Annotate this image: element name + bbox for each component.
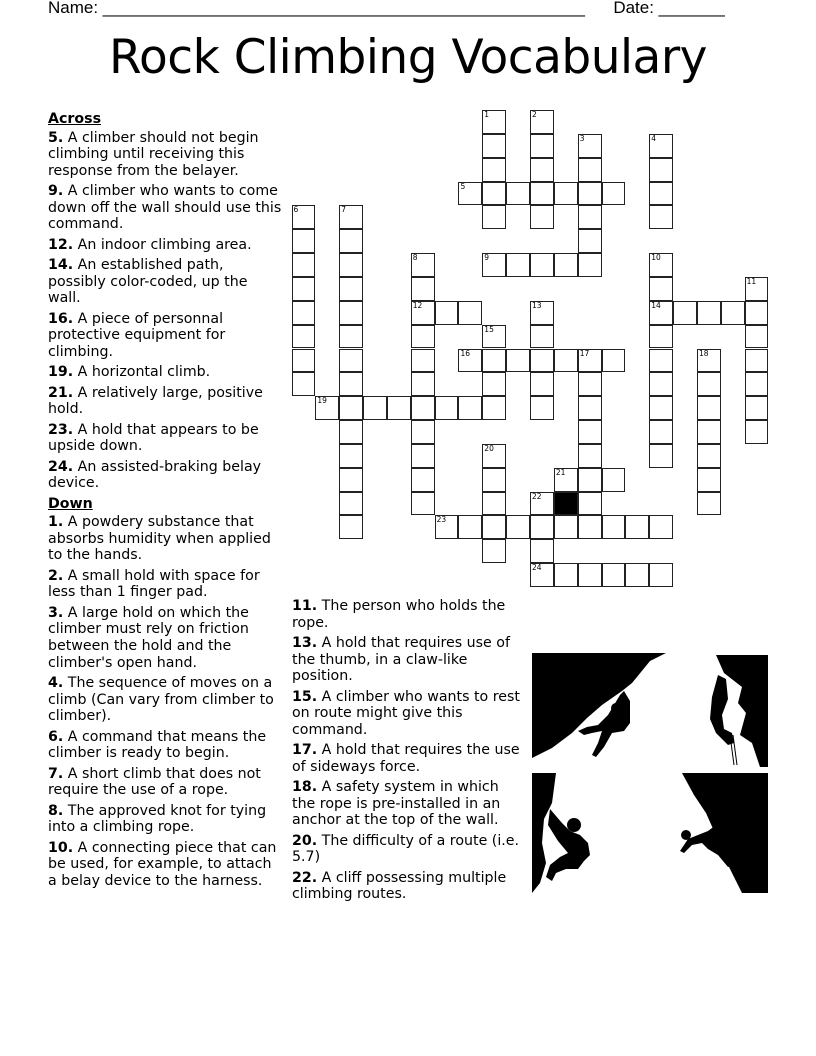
grid-cell[interactable]: [578, 372, 602, 396]
grid-cell[interactable]: [339, 205, 363, 229]
grid-cell[interactable]: [292, 372, 316, 396]
clue-text: A small hold with space for less than 1 finger pad.: [48, 567, 260, 601]
grid-cell[interactable]: [411, 420, 435, 444]
clue-number: 23.: [48, 421, 74, 438]
grid-cell[interactable]: [530, 539, 554, 563]
climber-rappel-silhouette: [700, 653, 768, 767]
down-clue-list: [48, 514, 284, 889]
grid-cell[interactable]: [745, 349, 769, 373]
cell-number: 8: [412, 253, 418, 263]
grid-cell[interactable]: [530, 182, 554, 206]
grid-cell[interactable]: [578, 492, 602, 516]
clue-number: 22.: [292, 869, 318, 886]
grid-cell[interactable]: [649, 325, 673, 349]
grid-cell[interactable]: [697, 468, 721, 492]
grid-cell[interactable]: [530, 372, 554, 396]
clue-number: 9.: [48, 183, 64, 200]
grid-cell[interactable]: [339, 277, 363, 301]
clue-across-5: [48, 130, 284, 180]
grid-cell[interactable]: [578, 515, 602, 539]
grid-cell[interactable]: [649, 182, 673, 206]
cell-number: 15: [484, 324, 494, 334]
clue-down-3: [48, 605, 284, 671]
grid-cell[interactable]: [315, 396, 339, 420]
clue-number: 1.: [48, 514, 64, 531]
grid-cell[interactable]: [292, 325, 316, 349]
grid-cell[interactable]: [578, 444, 602, 468]
grid-cell[interactable]: [649, 444, 673, 468]
grid-cell[interactable]: [482, 468, 506, 492]
across-heading: Across: [48, 111, 102, 127]
grid-cell[interactable]: [530, 349, 554, 373]
grid-cell[interactable]: [602, 349, 626, 373]
clue-number: 20.: [292, 832, 318, 849]
clue-text: A safety system in which the rope is pre-installed in an anchor at the top of the wall.: [292, 779, 501, 829]
cell-number: 21: [555, 467, 566, 477]
grid-cell[interactable]: [482, 110, 506, 134]
clue-text: The person who holds the rope.: [292, 598, 506, 631]
grid-cell[interactable]: [506, 253, 530, 277]
clue-down-22: [292, 870, 520, 903]
grid-cell[interactable]: [578, 229, 602, 253]
grid-cell[interactable]: [745, 301, 769, 325]
clue-number: 10.: [48, 839, 74, 856]
grid-cell[interactable]: [649, 372, 673, 396]
grid-cell[interactable]: [745, 325, 769, 349]
cell-number: 7: [341, 205, 346, 215]
cell-number: 20: [484, 443, 494, 453]
clue-number: 18.: [292, 779, 318, 796]
grid-cell[interactable]: [554, 468, 578, 492]
grid-cell[interactable]: [649, 396, 673, 420]
clue-across-9: [48, 183, 284, 233]
black-cell: [554, 492, 578, 516]
cell-number: 4: [651, 133, 657, 143]
cell-number: 11: [746, 276, 757, 286]
grid-cell[interactable]: [578, 563, 602, 587]
clue-across-12: [48, 237, 284, 254]
grid-cell[interactable]: [530, 396, 554, 420]
clue-down-4: [48, 675, 284, 725]
grid-cell[interactable]: [649, 420, 673, 444]
grid-cell[interactable]: [697, 372, 721, 396]
grid-cell[interactable]: [482, 158, 506, 182]
grid-cell[interactable]: [411, 372, 435, 396]
cell-number: 22: [532, 491, 542, 501]
grid-cell[interactable]: [673, 301, 697, 325]
grid-cell[interactable]: [506, 182, 530, 206]
grid-cell[interactable]: [554, 253, 578, 277]
clue-down-20: [292, 833, 520, 866]
grid-cell[interactable]: [482, 515, 506, 539]
grid-cell[interactable]: [649, 349, 673, 373]
clue-number: 7.: [48, 765, 64, 782]
climber-left-wall-silhouette: [532, 773, 602, 893]
grid-cell[interactable]: [649, 301, 673, 325]
grid-cell[interactable]: [530, 492, 554, 516]
clue-text: A horizontal climb.: [77, 364, 211, 381]
grid-cell[interactable]: [649, 134, 673, 158]
grid-cell[interactable]: [387, 396, 411, 420]
grid-cell[interactable]: [554, 349, 578, 373]
clue-number: 14.: [48, 257, 74, 274]
grid-cell[interactable]: [411, 444, 435, 468]
clue-down-15: [292, 689, 520, 739]
clues-left-column: [48, 111, 284, 893]
cell-number: 14: [651, 300, 661, 310]
grid-cell[interactable]: [530, 110, 554, 134]
grid-cell[interactable]: [530, 325, 554, 349]
grid-cell[interactable]: [745, 420, 769, 444]
grid-cell[interactable]: [411, 253, 435, 277]
grid-cell[interactable]: [625, 563, 649, 587]
clue-text: A hold that requires the use of sideways force.: [292, 742, 520, 775]
grid-cell[interactable]: [458, 515, 482, 539]
clue-down-8: [48, 803, 284, 836]
grid-cell[interactable]: [721, 301, 745, 325]
clue-text: A relatively large, positive hold.: [48, 384, 263, 418]
clue-text: A large hold on which the climber must rely on friction between the hold and the climber's open hand.: [48, 604, 249, 671]
cell-number: 18: [698, 348, 709, 358]
grid-cell[interactable]: [458, 349, 482, 373]
clue-text: A powdery substance that absorbs humidity when applied to the hands.: [48, 514, 271, 564]
cell-number: 1: [484, 110, 490, 119]
grid-cell[interactable]: [506, 349, 530, 373]
grid-cell[interactable]: [435, 396, 459, 420]
grid-cell[interactable]: [339, 349, 363, 373]
cell-number: 3: [579, 133, 585, 143]
clue-text: A short climb that does not require the use of a rope.: [48, 765, 261, 799]
grid-cell[interactable]: [649, 277, 673, 301]
grid-cell[interactable]: [530, 563, 554, 587]
clue-number: 6.: [48, 728, 64, 745]
grid-cell[interactable]: [339, 492, 363, 516]
grid-cell[interactable]: [339, 468, 363, 492]
cell-number: 16: [460, 348, 470, 358]
grid-cell[interactable]: [697, 349, 721, 373]
clue-down-17: [292, 742, 520, 775]
grid-cell[interactable]: [482, 539, 506, 563]
grid-cell[interactable]: [697, 492, 721, 516]
clue-number: 16.: [48, 310, 74, 327]
cell-number: 24: [532, 563, 542, 573]
grid-cell[interactable]: [649, 205, 673, 229]
grid-cell[interactable]: [745, 277, 769, 301]
grid-cell[interactable]: [697, 444, 721, 468]
clue-down-2: [48, 568, 284, 601]
grid-cell[interactable]: [363, 396, 387, 420]
grid-cell[interactable]: [578, 182, 602, 206]
clue-text: A hold that requires use of the thumb, in a claw-like position.: [292, 634, 510, 685]
grid-cell[interactable]: [578, 468, 602, 492]
across-clue-list: [48, 130, 284, 492]
grid-cell[interactable]: [482, 253, 506, 277]
clue-down-18: [292, 779, 520, 829]
grid-cell[interactable]: [506, 515, 530, 539]
grid-cell[interactable]: [339, 325, 363, 349]
grid-cell[interactable]: [649, 515, 673, 539]
cell-number: 17: [579, 348, 590, 358]
grid-cell[interactable]: [482, 396, 506, 420]
clue-number: 15.: [292, 688, 318, 705]
grid-cell[interactable]: [458, 301, 482, 325]
clue-across-14: [48, 257, 284, 307]
clue-text: An established path, possibly color-coded, up the wall.: [48, 257, 248, 307]
grid-cell[interactable]: [602, 468, 626, 492]
grid-cell[interactable]: [578, 253, 602, 277]
clue-number: 24.: [48, 458, 74, 475]
grid-cell[interactable]: [554, 182, 578, 206]
grid-cell[interactable]: [482, 372, 506, 396]
grid-cell[interactable]: [339, 420, 363, 444]
grid-cell[interactable]: [339, 372, 363, 396]
clue-across-23: [48, 422, 284, 455]
grid-cell[interactable]: [482, 325, 506, 349]
down-clue-list-continued: [292, 598, 520, 903]
clue-text: An indoor climbing area.: [77, 236, 252, 253]
clue-number: 5.: [48, 129, 64, 146]
grid-cell[interactable]: [482, 205, 506, 229]
grid-cell[interactable]: [411, 468, 435, 492]
grid-cell[interactable]: [339, 301, 363, 325]
clue-text: A climber who wants to come down off the wall should use this command.: [48, 183, 282, 233]
grid-cell[interactable]: [530, 158, 554, 182]
grid-cell[interactable]: [435, 515, 459, 539]
clue-across-21: [48, 385, 284, 418]
clue-across-16: [48, 311, 284, 361]
cell-number: 9: [484, 253, 490, 263]
clue-number: 11.: [292, 598, 318, 614]
clue-number: 21.: [48, 384, 74, 401]
grid-cell[interactable]: [745, 372, 769, 396]
clue-number: 19.: [48, 364, 74, 381]
clue-number: 13.: [292, 634, 318, 651]
clue-text: A climber should not begin climbing until receiving this response from the belayer.: [48, 129, 259, 179]
climber-right-wall-silhouette: [670, 773, 768, 893]
clue-number: 17.: [292, 742, 318, 759]
grid-cell[interactable]: [411, 492, 435, 516]
grid-cell[interactable]: [649, 563, 673, 587]
grid-cell[interactable]: [602, 182, 626, 206]
grid-cell[interactable]: [435, 301, 459, 325]
grid-cell[interactable]: [578, 158, 602, 182]
grid-cell[interactable]: [339, 444, 363, 468]
grid-cell[interactable]: [697, 301, 721, 325]
clue-across-24: [48, 459, 284, 492]
clue-text: The approved knot for tying into a climbing rope.: [48, 802, 267, 836]
grid-cell[interactable]: [482, 492, 506, 516]
clue-text: A connecting piece that can be used, for example, to attach a belay device to the harness.: [48, 839, 277, 889]
grid-cell[interactable]: [554, 515, 578, 539]
grid-cell[interactable]: [339, 396, 363, 420]
clue-text: An assisted-braking belay device.: [48, 458, 262, 492]
cell-number: 6: [293, 205, 299, 215]
cell-number: 10: [651, 253, 661, 263]
grid-cell[interactable]: [578, 349, 602, 373]
grid-cell[interactable]: [292, 229, 316, 253]
climber-overhang-silhouette: [532, 653, 666, 761]
grid-cell[interactable]: [292, 205, 316, 229]
grid-cell[interactable]: [292, 349, 316, 373]
clues-middle-column: [292, 598, 520, 907]
down-heading: Down: [48, 495, 93, 512]
clue-text: A climber who wants to rest on route might give this command.: [292, 688, 520, 738]
grid-cell[interactable]: [482, 134, 506, 158]
grid-cell[interactable]: [482, 349, 506, 373]
grid-cell[interactable]: [292, 277, 316, 301]
clue-number: 3.: [48, 604, 64, 621]
grid-cell[interactable]: [649, 253, 673, 277]
grid-cell[interactable]: [530, 134, 554, 158]
grid-cell[interactable]: [411, 396, 435, 420]
grid-cell[interactable]: [578, 420, 602, 444]
name-date-line: [48, 0, 725, 18]
cell-number: 12: [412, 300, 423, 310]
clue-text: The difficulty of a route (i.e. 5.7): [292, 832, 520, 866]
grid-cell[interactable]: [292, 301, 316, 325]
clue-text: A command that means the climber is ready to begin.: [48, 728, 267, 762]
grid-cell[interactable]: [339, 229, 363, 253]
grid-cell[interactable]: [411, 301, 435, 325]
clue-across-19: [48, 364, 284, 381]
clue-down-1: [48, 514, 284, 564]
clue-down-13: [292, 635, 520, 685]
grid-cell[interactable]: [482, 444, 506, 468]
grid-cell[interactable]: [339, 515, 363, 539]
grid-cell[interactable]: [697, 420, 721, 444]
name-field[interactable]: Name: ___________________________________________________: [48, 0, 585, 17]
grid-cell[interactable]: [578, 205, 602, 229]
grid-cell[interactable]: [292, 253, 316, 277]
grid-cell[interactable]: [745, 396, 769, 420]
grid-cell[interactable]: [530, 515, 554, 539]
grid-cell[interactable]: [411, 277, 435, 301]
grid-cell[interactable]: [625, 515, 649, 539]
clue-text: A hold that appears to be upside down.: [48, 421, 259, 455]
cell-number: 5: [460, 181, 466, 191]
page-title: Rock Climbing Vocabulary: [109, 30, 707, 85]
grid-cell[interactable]: [554, 563, 578, 587]
cell-number: 19: [317, 396, 327, 406]
grid-cell[interactable]: [602, 515, 626, 539]
grid-cell[interactable]: [458, 396, 482, 420]
clue-down-6: [48, 729, 284, 762]
grid-cell[interactable]: [411, 325, 435, 349]
clue-down-10: [48, 840, 284, 890]
clue-text: A cliff possessing multiple climbing routes.: [292, 869, 507, 903]
grid-cell[interactable]: [339, 253, 363, 277]
clue-text: A piece of personnal protective equipment for climbing.: [48, 310, 226, 360]
clue-number: 4.: [48, 674, 64, 691]
clue-number: 12.: [48, 236, 74, 253]
date-field[interactable]: Date: _______: [613, 0, 725, 17]
grid-cell[interactable]: [649, 158, 673, 182]
cell-number: 2: [532, 110, 537, 119]
grid-cell[interactable]: [411, 349, 435, 373]
cell-number: 23: [436, 515, 447, 525]
grid-cell[interactable]: [458, 182, 482, 206]
clue-number: 2.: [48, 567, 64, 584]
grid-cell[interactable]: [697, 396, 721, 420]
grid-cell[interactable]: [578, 396, 602, 420]
grid-cell[interactable]: [530, 301, 554, 325]
grid-cell[interactable]: [482, 182, 506, 206]
grid-cell[interactable]: [530, 205, 554, 229]
cell-number: 13: [532, 300, 542, 310]
clue-down-7: [48, 766, 284, 799]
grid-cell[interactable]: [578, 134, 602, 158]
grid-cell[interactable]: [530, 253, 554, 277]
grid-cell[interactable]: [602, 563, 626, 587]
clue-down-11: [292, 598, 520, 631]
clue-number: 8.: [48, 802, 64, 819]
clue-text: The sequence of moves on a climb (Can vary from climber to climber).: [48, 674, 274, 725]
